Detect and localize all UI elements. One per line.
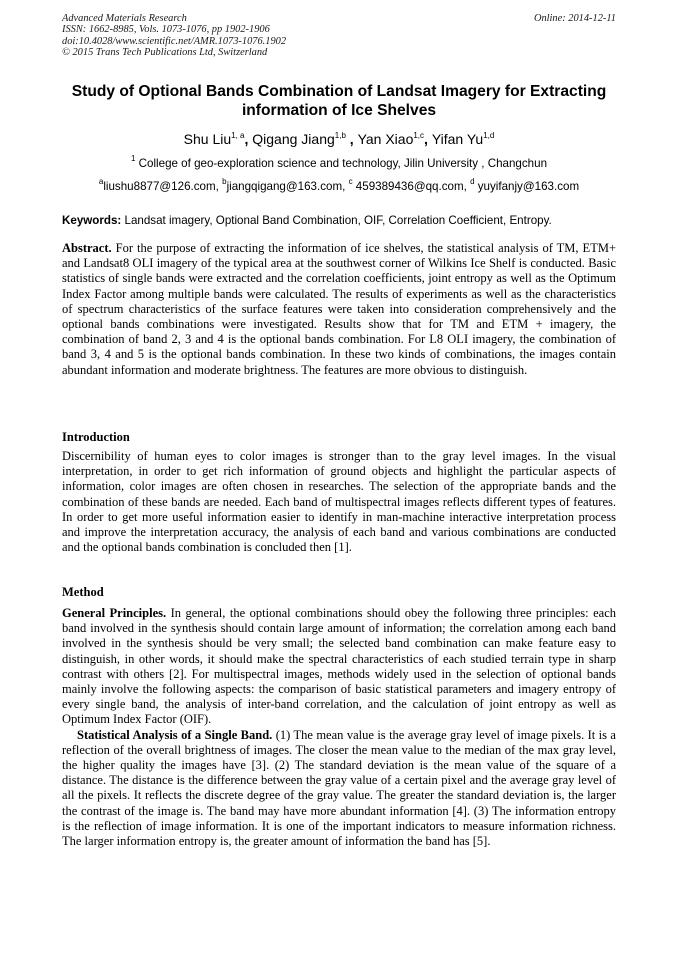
- affiliation-text: College of geo-exploration science and technology, Jilin University , Changchun: [135, 157, 548, 170]
- general-principles-text: In general, the optional combinations should obey the following three principles: each band involved in the synthesis should contain large amount of information; the correlation among each band involved in the synthesis should be very small; the selected band combination can make feature easy to distinguish, in other words, it should make the spectral characteristics of each studied terrain type in sharp contrast with others [2]. For multispectral images, methods widely used in the selection of optional bands mainly involve the following aspects: the comparison of basic statistical parameters and imagery entropy of every single band, the analysis of inter-band correlation, and the calculation of joint entropy as well as Optimum Index Factor (OIF).: [62, 606, 616, 727]
- author-separator: ,: [345, 131, 358, 147]
- email-address[interactable]: 459389436@qq.com: [352, 180, 464, 193]
- issn-line: ISSN: 1662-8985, Vols. 1073-1076, pp 1902-1906: [62, 24, 270, 36]
- email-address[interactable]: jiangqigang@163.com: [226, 180, 343, 193]
- abstract-text: For the purpose of extracting the information of ice shelves, the statistical analysis of TM, ETM+ and Landsat8 OLI imagery of the typical area at the southwest corner of Wilkins Ice Shelf is conducted. Basic statistics of single bands were extracted and the correlation coefficients, joint entropy as well as the Optimum Index Factor among multiple bands were calculated. The results of experiments as well as the characteristics of spectrum characteristics of the surface features were taken into consideration comprehensively and the optional bands combinations were investigated. Results show that for TM and ETM + imagery, the combination of band 2, 3 and 4 is the optional bands combination. For L8 OLI imagery, the combination of band 3, 4 and 5 is the optional bands combination. In these two kinds of combinations, the images contain abundant information and moderate brightness. The features are more obvious to distinguish.: [62, 241, 616, 377]
- method-heading: Method: [62, 585, 104, 599]
- copyright-line: © 2015 Trans Tech Publications Ltd, Switzerland: [62, 47, 268, 59]
- author-affiliation-mark: 1,d: [483, 131, 495, 140]
- doi-line: doi:10.4028/www.scientific.net/AMR.1073-1076.1902: [62, 35, 287, 47]
- abstract-label: Abstract.: [62, 241, 112, 255]
- author-name: Qigang Jiang: [252, 131, 335, 147]
- email-mark: a: [98, 177, 104, 186]
- author-separator: ,: [424, 131, 432, 147]
- author-list: [62, 130, 616, 148]
- email-separator: ,: [463, 180, 471, 193]
- author-name: Shu Liu: [183, 131, 232, 147]
- introduction-heading: Introduction: [62, 430, 130, 444]
- method-section: [62, 606, 616, 849]
- title-line-1: Study of Optional Bands Combination of Landsat Imagery for Extracting: [71, 83, 607, 100]
- author-affiliation-mark: 1,b: [334, 131, 346, 140]
- keywords-text: Landsat imagery, Optional Band Combination, OIF, Correlation Coefficient, Entropy.: [121, 214, 552, 227]
- online-date: Online: 2014-12-11: [533, 13, 616, 24]
- paper-title: [62, 82, 616, 120]
- introduction-paragraph: Discernibility of human eyes to color images is stronger than to the gray level images. In the visual interpretation, in order to get rich information of ground objects and highlight the particular aspects of information, color images are often chosen in researches. The selection of the appropriate bands and the combination of these bands are needed. Each band of multispectral images reflects different types of features. In order to get more useful information easier to identify in man-machine interactive interpretation process and improve the interpretation accuracy, the analysis of each band and various combinations are conducted and the optional bands combination is concluded then [1].: [62, 449, 616, 555]
- journal-name: Advanced Materials Research: [62, 13, 187, 24]
- keywords: [62, 213, 616, 228]
- author-name: Yifan Yu: [431, 131, 484, 147]
- email-address[interactable]: yuyifanjy@163.com: [474, 180, 580, 193]
- single-band-paragraph: [62, 728, 616, 850]
- keywords-label: Keywords:: [62, 214, 122, 227]
- email-list: [62, 179, 616, 194]
- journal-header: [62, 13, 286, 59]
- affiliation-mark: 1: [130, 154, 136, 163]
- email-address[interactable]: liushu8877@126.com: [103, 180, 216, 193]
- email-separator: ,: [342, 180, 349, 193]
- abstract: [62, 241, 616, 378]
- email-mark: d: [470, 177, 475, 186]
- author-separator: ,: [244, 131, 253, 147]
- single-band-text: (1) The mean value is the average gray level of image pixels. It is a reflection of the overall brightness of images. The closer the mean value to the median of the max gray level, the higher quality the images have [3]. (2) The standard deviation is the mean value of the square of a distance. The distance is the difference between the gray value of a certain pixel and the average gray level of all the pixels. It reflects the discrete degree of the gray value. The greater the standard deviation is, the larger the contrast of the image is. The band may have more abundant information [4]. (3) The information entropy is the reflection of image information. It is one of the important indicators to measure information richness. The larger information entropy is, the greater amount of information the band has [5].: [62, 727, 616, 849]
- affiliation: [62, 156, 616, 171]
- title-line-2: information of Ice Shelves: [241, 102, 437, 119]
- general-principles-label: General Principles.: [62, 606, 167, 620]
- email-separator: ,: [215, 180, 223, 193]
- author-affiliation-mark: 1, a: [231, 131, 245, 140]
- email-mark: c: [348, 177, 353, 186]
- general-principles-paragraph: [62, 606, 616, 728]
- single-band-label: Statistical Analysis of a Single Band.: [77, 727, 273, 742]
- author-name: Yan Xiao: [357, 131, 414, 147]
- author-affiliation-mark: 1,c: [413, 131, 425, 140]
- email-mark: b: [222, 177, 227, 186]
